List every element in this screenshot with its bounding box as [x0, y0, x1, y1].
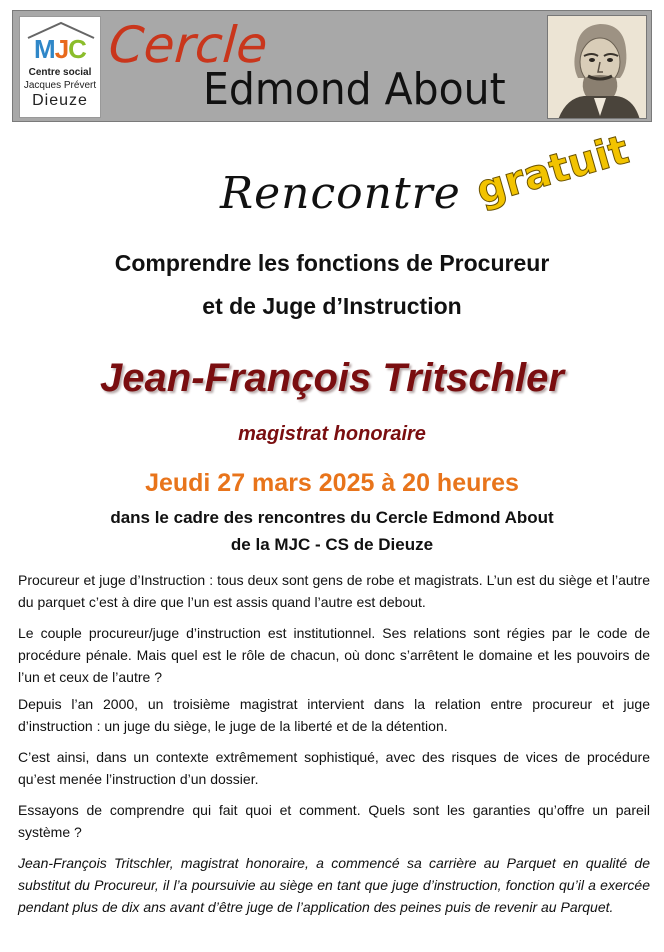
paragraph-2: Le couple procureur/juge d’instruction est institutionnel. Ses relations sont régies par le code de procédure pénale. Mais quel est le rôle de chacun, où donc s’arrêtent le domaine et les pouvoirs de l’un et ceux de l’autre ?	[18, 625, 650, 685]
speaker-bio: Jean-François Tritschler, magistrat honoraire, a commencé sa carrière au Parquet en qualité de substitut du Procureur, il l’a poursuivie au siège en tant que juge d’instruction, fonction qu’il a exercée pendant plus de dix ans avant d’être juge de l’application des peines puis de revenir au Parquet.	[18, 855, 650, 915]
logo-line-3: Dieuze	[32, 92, 88, 109]
header-banner	[12, 10, 652, 122]
logo-line-1: Centre social	[28, 67, 92, 78]
subtitle-line-1: Comprendre les fonctions de Procureur	[114, 250, 550, 276]
paragraph-3: Depuis l’an 2000, un troisième magistrat intervient dans la relation entre procureur et juge d’instruction : un juge du siège, le juge de la liberté et de la détention.	[18, 696, 650, 734]
speaker-role: magistrat honoraire	[238, 423, 426, 445]
logo-mark: MJC	[34, 34, 86, 64]
subtitle-line-2: et de Juge d’Instruction	[202, 293, 462, 319]
context-line-2: de la MJC - CS de Dieuze	[230, 535, 434, 554]
paragraph-5: Essayons de comprendre qui fait quoi et comment. Quels sont les garanties qu’offre un pareil système ?	[18, 802, 650, 840]
event-kind-heading: Rencontre	[220, 168, 461, 219]
free-badge: gratuit	[471, 126, 634, 214]
banner-title-cercle: Cercle	[106, 16, 270, 74]
mjc-logo	[19, 16, 101, 118]
paragraph-4: C’est ainsi, dans un contexte extrêmement sophistiqué, avec des risques de vices de procédure qu’est menée l’instruction d’un dossier.	[18, 749, 650, 787]
banner-title-edmond-about: Edmond About	[203, 64, 506, 115]
logo-line-2: Jacques Prévert	[23, 80, 97, 91]
context-line-1: dans le cadre des rencontres du Cercle Edmond About	[110, 508, 554, 527]
portrait-engraving-icon	[547, 15, 647, 119]
speaker-name: Jean-François Tritschler	[100, 356, 564, 400]
event-date: Jeudi 27 mars 2025 à 20 heures	[145, 469, 519, 497]
paragraph-1: Procureur et juge d’Instruction : tous deux sont gens de robe et magistrats. L’un est du siège et l’autre du parquet c’est à dire que l’un est assis quand l’autre est debout.	[18, 572, 650, 610]
